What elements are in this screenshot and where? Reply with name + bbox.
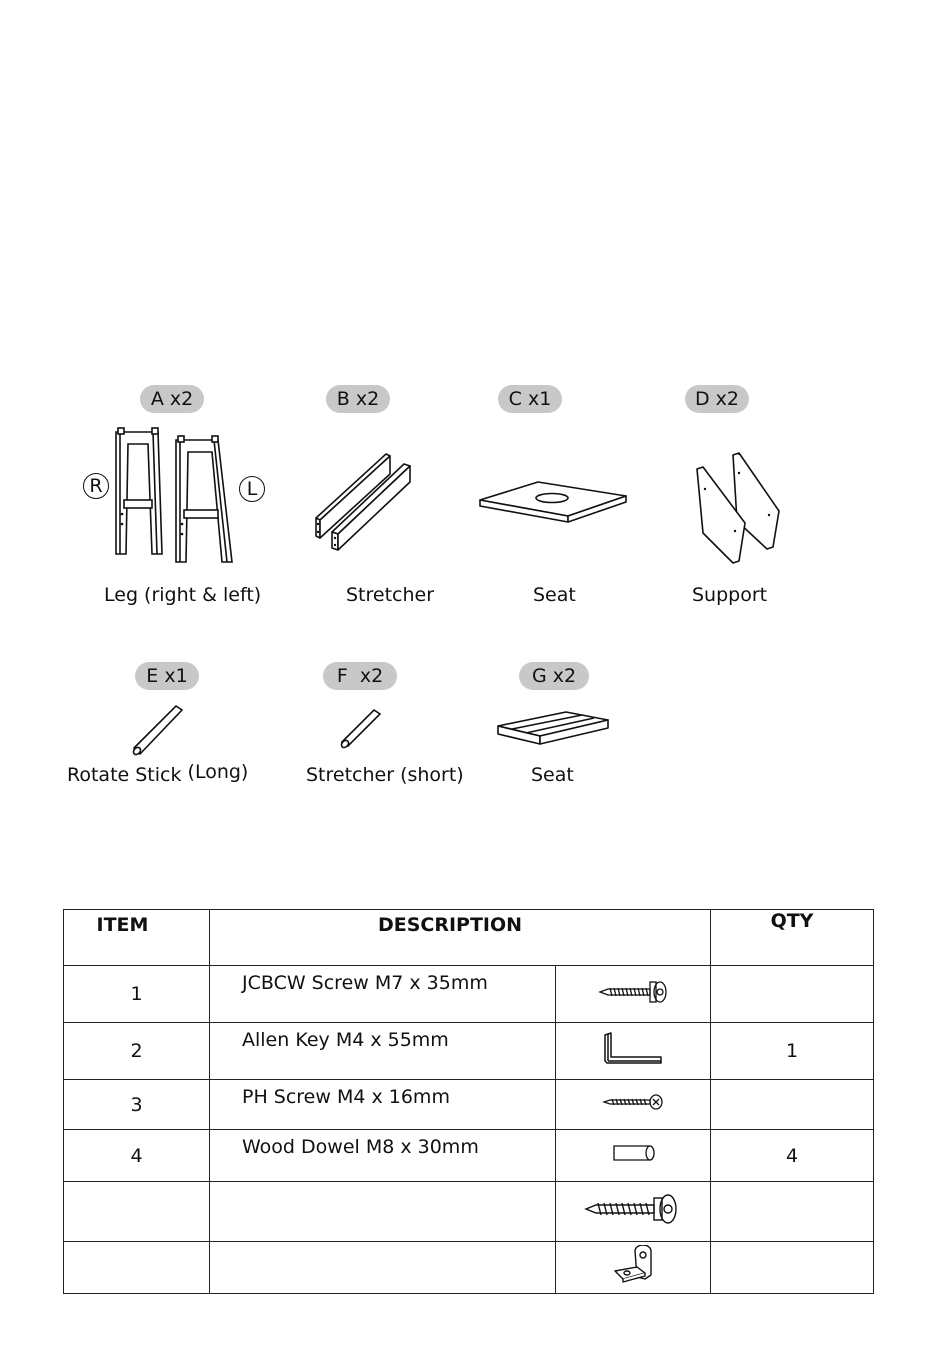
table-row (64, 1080, 874, 1130)
item-qty: 1 (711, 1023, 874, 1080)
large-screw-icon (584, 1192, 682, 1226)
seat-panel-icon (496, 710, 610, 746)
item-picture (556, 1130, 711, 1182)
allen-key-icon (601, 1031, 665, 1067)
part-d-badge: D x2 (685, 385, 749, 413)
item-number: 2 (64, 1023, 210, 1080)
item-number (64, 1182, 210, 1242)
table-row (64, 1182, 874, 1242)
header-item: ITEM (64, 910, 210, 966)
part-c-badge: C x1 (498, 385, 562, 413)
part-b-badge: B x2 (326, 385, 390, 413)
table-row (64, 1023, 874, 1080)
item-qty (711, 1182, 874, 1242)
item-description: PH Screw M4 x 16mm (210, 1080, 556, 1130)
table-header-row (64, 910, 874, 966)
item-qty: 4 (711, 1130, 874, 1182)
item-picture (556, 1023, 711, 1080)
left-marker: L (239, 476, 265, 502)
right-marker: R (83, 473, 109, 499)
item-picture (556, 1242, 711, 1294)
part-g-label: Seat (531, 764, 574, 786)
part-f-badge: F x2 (323, 662, 397, 690)
item-picture (556, 1182, 711, 1242)
item-description: JCBCW Screw M7 x 35mm (210, 966, 556, 1023)
item-number (64, 1242, 210, 1294)
item-description: Allen Key M4 x 55mm (210, 1023, 556, 1080)
rotate-stick-icon (130, 704, 184, 756)
ph-screw-icon (602, 1092, 664, 1112)
table-row (64, 1242, 874, 1294)
item-number: 1 (64, 966, 210, 1023)
part-c-label: Seat (533, 584, 576, 606)
item-description (210, 1182, 556, 1242)
part-a-badge: A x2 (140, 385, 204, 413)
part-e-label-main: Rotate Stick (67, 764, 182, 786)
part-e-label-extra: (Long) (187, 761, 249, 783)
part-b-label: Stretcher (346, 584, 435, 606)
wood-dowel-icon (610, 1144, 656, 1162)
hardware-table (63, 909, 874, 1294)
support-bracket-icon (693, 451, 783, 567)
item-number: 4 (64, 1130, 210, 1182)
part-d-label: Support (692, 584, 768, 606)
leg-icon (106, 428, 238, 568)
header-description: DESCRIPTION (210, 910, 711, 966)
item-qty (711, 1080, 874, 1130)
part-e-badge: E x1 (135, 662, 199, 690)
jcbcw-screw-icon (598, 979, 668, 1005)
item-picture (556, 966, 711, 1023)
table-row (64, 966, 874, 1023)
seat-board-icon (478, 478, 628, 524)
item-qty (711, 966, 874, 1023)
item-picture (556, 1080, 711, 1130)
item-description (210, 1242, 556, 1294)
part-f-label: Stretcher (short) (306, 764, 464, 786)
part-g-badge: G x2 (519, 662, 589, 690)
header-qty: QTY (711, 910, 874, 966)
part-a-label: Leg (right & left) (104, 584, 262, 606)
item-number: 3 (64, 1080, 210, 1130)
part-e-label (67, 761, 249, 786)
short-stick-icon (338, 708, 382, 750)
stretcher-icon (312, 448, 416, 552)
table-row (64, 1130, 874, 1182)
l-bracket-icon (611, 1245, 655, 1285)
item-description: Wood Dowel M8 x 30mm (210, 1130, 556, 1182)
item-qty (711, 1242, 874, 1294)
